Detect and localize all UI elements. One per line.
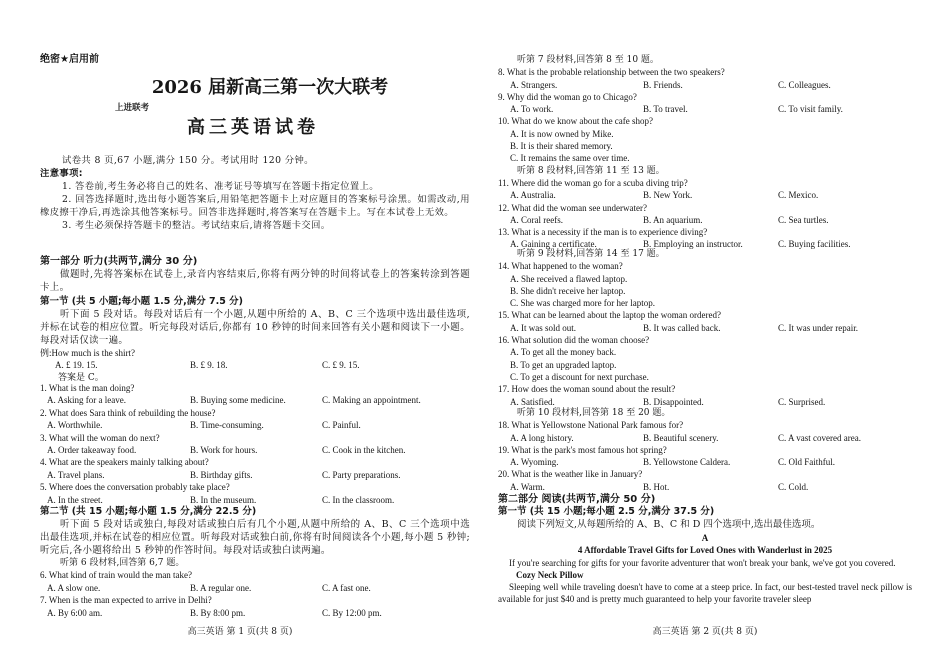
- option-a: A. To work.: [510, 104, 554, 115]
- option-a: A. Coral reefs.: [510, 214, 563, 225]
- options-row: [40, 419, 470, 431]
- question-text: 7. When is the man expected to arrive in Delhi?: [40, 595, 212, 606]
- material-instruction: 听第 6 段材料,回答第 6,7 题。: [60, 558, 185, 568]
- listening-section-2: [40, 505, 470, 619]
- passage-subheading: Cozy Neck Pillow: [516, 569, 584, 580]
- passage-label: A: [701, 533, 709, 543]
- question-text: 10. What do we know about the cafe shop?: [498, 116, 654, 127]
- questions-18-20: [498, 407, 912, 493]
- material-instruction: 听第 8 段材料,回答第 11 至 13 题。: [517, 165, 665, 176]
- exam-title: 2026 届新高三第一次大联考: [151, 77, 389, 98]
- option-c: C. Surprised.: [778, 396, 826, 407]
- questions-8-13: [498, 54, 912, 251]
- notice-item: 1. 答卷前,考生务必将自己的姓名、准考证号等填写在答题卡指定位置上。: [62, 181, 379, 192]
- option-b: B. To get an upgraded laptop.: [510, 359, 617, 370]
- material-instruction: 听第 10 段材料,回答第 18 至 20 题。: [517, 408, 671, 418]
- question-text: 8. What is the probable relationship between the two speakers?: [498, 67, 725, 78]
- paper-title: 高三英语试卷: [187, 117, 319, 138]
- question-text: 4. What are the speakers mainly talking about?: [40, 457, 209, 468]
- question-text: 17. How does the woman sound about the result?: [498, 384, 676, 395]
- question-text: 6. What kind of train would the man take?: [40, 570, 193, 581]
- option-c: C. Painful.: [322, 420, 361, 431]
- brand-logo-text: 上进联考: [115, 103, 150, 113]
- example-answer: 答案是 C。: [58, 372, 104, 383]
- question-text: 19. What is the park's most famous hot spring?: [498, 444, 667, 455]
- question-text: 3. What will the woman do next?: [40, 432, 160, 443]
- option-b: B. A regular one.: [190, 582, 252, 593]
- option-c: C. It was under repair.: [778, 322, 858, 333]
- option-a: A. Wyoming.: [510, 457, 559, 468]
- listening-section-1: [40, 295, 470, 384]
- option-a: A. A slow one.: [47, 582, 101, 593]
- option-c: C. In the classroom.: [322, 494, 395, 505]
- options-row: [498, 79, 912, 91]
- option-b: B. Hot.: [643, 481, 670, 492]
- options-row: [40, 582, 470, 594]
- example-question: 例:How much is the shirt?: [40, 348, 135, 358]
- option-c: C. Colleagues.: [778, 79, 831, 90]
- part-heading: 第二部分 阅读(共两节,满分 50 分): [498, 494, 656, 505]
- question-text: 18. What is Yellowstone National Park famous for?: [498, 420, 684, 431]
- option-b: B. Buying some medicine.: [190, 395, 286, 406]
- part-heading: 第一部分 听力(共两节,满分 30 分): [40, 256, 198, 267]
- option-c: C. A vast covered area.: [778, 432, 861, 443]
- option-c: C. Cold.: [778, 481, 809, 492]
- questions-14-17: [498, 248, 912, 408]
- page-footer: 高三英语 第 2 页(共 8 页): [652, 627, 758, 637]
- section-heading: 第二节 (共 15 小题;每小题 1.5 分,满分 22.5 分): [40, 506, 257, 517]
- example-options: [40, 359, 470, 371]
- question-text: 14. What happened to the woman?: [498, 261, 623, 272]
- question-text: 16. What solution did the woman choose?: [498, 335, 650, 346]
- option-c: C. By 12:00 pm.: [322, 607, 382, 618]
- option-b: B. An aquarium.: [643, 214, 703, 225]
- options-row: [40, 607, 470, 619]
- options-row: [498, 189, 912, 201]
- question-text: 1. What is the man doing?: [40, 383, 135, 393]
- option-a: A. Travel plans.: [47, 469, 105, 480]
- passage-title: 4 Affordable Travel Gifts for Loved Ones with Wanderlust in 2025: [577, 545, 833, 556]
- passage-paragraph: Sleeping well while traveling doesn't have to come at a steep price. In fact, our best-tested travel neck pillow is available for just $40 and is pretty much guaranteed to help your favorite traveler sleep: [498, 582, 912, 605]
- paper-info: 试卷共 8 页,67 小题,满分 150 分。考试用时 120 分钟。: [62, 155, 314, 166]
- option-b: B. Disappointed.: [643, 396, 704, 407]
- question-text: 2. What does Sara think of rebuilding the house?: [40, 407, 216, 418]
- notice-block: [40, 154, 470, 232]
- options-row: [498, 214, 912, 226]
- option-a: A. By 6:00 am.: [47, 607, 103, 618]
- option-c: C. Making an appointment.: [322, 395, 421, 406]
- option-b: B. Friends.: [643, 79, 683, 90]
- option-a: A. Warm.: [510, 481, 545, 492]
- options-row: [498, 432, 912, 444]
- option-c: C. £ 9. 15.: [322, 360, 360, 371]
- option-c: C. Cook in the kitchen.: [322, 444, 406, 455]
- section-heading: 第一节 (共 15 小题;每小题 2.5 分,满分 37.5 分): [498, 506, 715, 517]
- questions-1-5: [40, 382, 470, 506]
- option-a: A. She received a flawed laptop.: [510, 273, 628, 284]
- option-b: B. New York.: [643, 190, 693, 201]
- option-b: B. £ 9. 18.: [190, 360, 228, 371]
- listening-part-header: [40, 255, 470, 294]
- option-b: B. By 8:00 pm.: [190, 607, 246, 618]
- options-row: [498, 456, 912, 468]
- option-a: A. Australia.: [510, 190, 556, 201]
- option-a: A. £ 19. 15.: [55, 360, 98, 371]
- option-c: C. It remains the same over time.: [510, 153, 630, 164]
- option-b: B. It was called back.: [643, 322, 721, 333]
- question-text: 5. Where does the conversation probably take place?: [40, 482, 230, 493]
- notice-heading: 注意事项:: [40, 168, 83, 179]
- passage-intro: If you're searching for gifts for your favorite adventurer that won't break your bank, we've got you covered.: [509, 557, 896, 568]
- part-intro: 做题时,先将答案标在试卷上,录音内容结束后,你将有两分钟的时间将试卷上的答案转涂到答题卡上。: [40, 269, 470, 293]
- option-a: A. Satisfied.: [510, 396, 555, 407]
- question-text: 15. What can be learned about the laptop the woman ordered?: [498, 310, 721, 321]
- section-heading: 第一节 (共 5 小题;每小题 1.5 分,满分 7.5 分): [40, 296, 244, 307]
- option-a: A. Order takeaway food.: [47, 444, 137, 455]
- reading-part-header: [498, 493, 912, 531]
- option-b: B. Beautiful scenery.: [643, 432, 719, 443]
- options-row: [40, 444, 470, 456]
- option-b: B. She didn't receive her laptop.: [510, 285, 626, 296]
- options-row: [498, 322, 912, 334]
- question-text: 12. What did the woman see underwater?: [498, 202, 648, 213]
- option-c: C. To get a discount for next purchase.: [510, 371, 649, 382]
- question-text: 20. What is the weather like in January?: [498, 469, 643, 480]
- option-a: A. To get all the money back.: [510, 347, 617, 358]
- option-c: C. Mexico.: [778, 190, 819, 201]
- notice-item: 2. 回答选择题时,选出每小题答案后,用铅笔把答题卡上对应题目的答案标号涂黑。如需改动,用橡皮擦干净后,再选涂其他答案标号。回答非选择题时,将答案写在答题卡上。写在本试卷上无效。: [40, 194, 470, 218]
- option-c: C. She was charged more for her laptop.: [510, 298, 656, 309]
- option-c: C. Party preparations.: [322, 469, 401, 480]
- confidential-mark: 绝密★启用前: [40, 54, 99, 65]
- question-text: 9. Why did the woman go to Chicago?: [498, 91, 637, 102]
- options-row: [498, 103, 912, 115]
- option-a: A. In the street.: [47, 494, 103, 505]
- option-a: A. Strangers.: [510, 79, 558, 90]
- option-c: C. Buying facilities.: [778, 239, 851, 250]
- option-b: B. Work for hours.: [190, 444, 258, 455]
- option-c: C. Sea turtles.: [778, 214, 829, 225]
- question-text: 11. Where did the woman go for a scuba diving trip?: [498, 177, 688, 188]
- option-b: B. In the museum.: [190, 494, 257, 505]
- notice-item: 3. 考生必须保持答题卡的整洁。考试结束后,请将答题卡交回。: [62, 220, 331, 231]
- option-c: C. A fast one.: [322, 582, 371, 593]
- option-a: A. Asking for a leave.: [47, 395, 126, 406]
- reading-passage-a: [498, 532, 912, 606]
- option-b: B. Time-consuming.: [190, 420, 264, 431]
- option-a: A. A long history.: [510, 432, 574, 443]
- option-a: A. Worthwhile.: [47, 420, 103, 431]
- material-instruction: 听第 9 段材料,回答第 14 至 17 题。: [517, 249, 665, 259]
- option-a: A. Gaining a certificate.: [510, 239, 597, 250]
- material-instruction: 听第 7 段材料,回答第 8 至 10 题。: [517, 55, 659, 65]
- section-intro: 听下面 5 段对话或独白,每段对话或独白后有几个小题,从题中所给的 A、B、C 三个选项中选出最佳选项,并标在试卷的相应位置。听每段对话或独白前,你将有时间阅读各个小题,每小题 5 秒钟;听完后,各小题将给出 5 秒钟的作答时间。每段对话或独白读两遍。: [40, 519, 470, 556]
- options-row: [498, 481, 912, 493]
- section-intro: 听下面 5 段对话。每段对话后有一个小题,从题中所给的 A、B、C 三个选项中选出最佳选项,并标在试卷的相应位置。听完每段对话后,你都有 10 秒钟的时间来回答有关小题和阅读下一小题。每段对话仅读一遍。: [40, 309, 470, 346]
- option-b: B. Employing an instructor.: [643, 239, 743, 250]
- option-a: A. It was sold out.: [510, 322, 576, 333]
- page-footer: 高三英语 第 1 页(共 8 页): [187, 627, 293, 637]
- option-a: A. It is now owned by Mike.: [510, 128, 614, 139]
- option-c: C. Old Faithful.: [778, 457, 836, 468]
- question-text: 13. What is a necessity if the man is to experience diving?: [498, 227, 708, 238]
- options-row: [40, 394, 470, 406]
- option-b: B. It is their shared memory.: [510, 141, 613, 152]
- options-row: [498, 396, 912, 408]
- option-c: C. To visit family.: [778, 104, 843, 115]
- option-b: B. Birthday gifts.: [190, 469, 253, 480]
- section-instruction: 阅读下列短文,从每题所给的 A、B、C 和 D 四个选项中,选出最佳选项。: [517, 518, 821, 530]
- option-b: B. To travel.: [643, 104, 688, 115]
- option-b: B. Yellowstone Caldera.: [643, 457, 731, 468]
- options-row: [40, 469, 470, 481]
